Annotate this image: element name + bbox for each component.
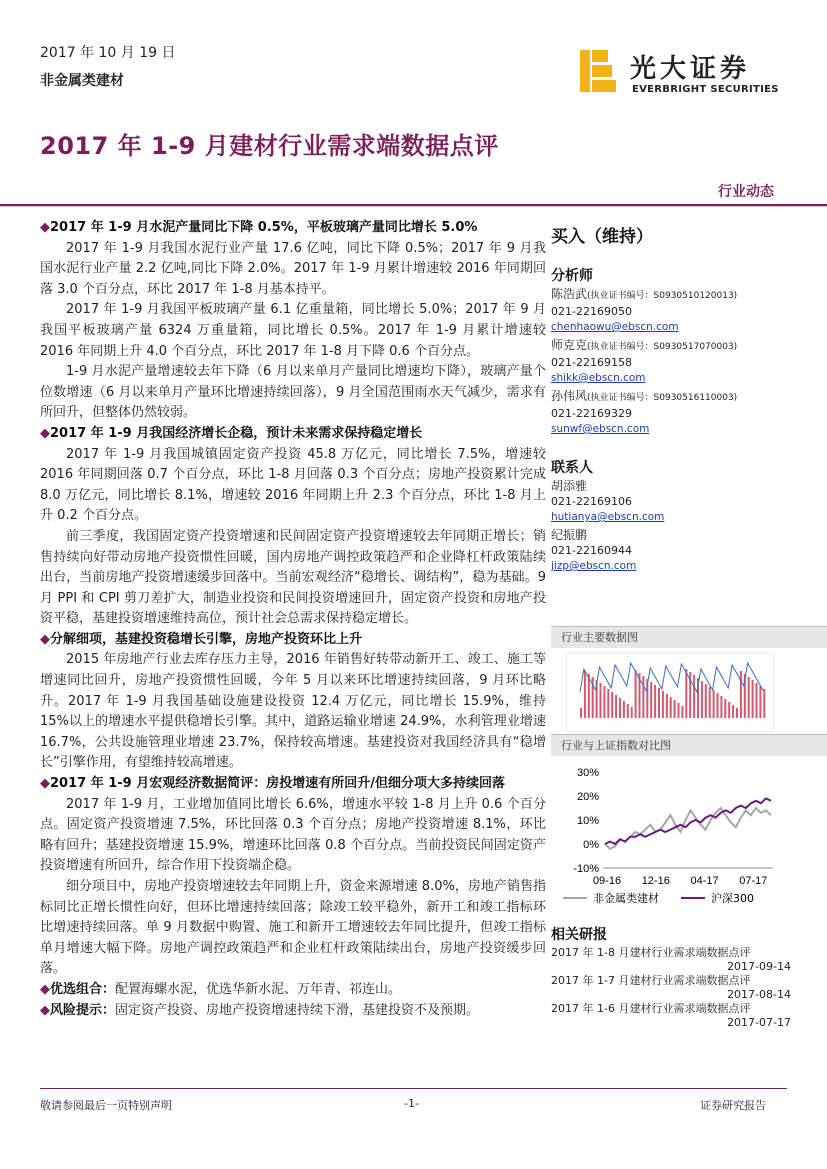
thumbnail-bar bbox=[615, 695, 617, 718]
x-tick-label: 12-16 bbox=[641, 875, 670, 887]
paragraph: 2015 年房地产行业去库存压力主导，2016 年销售好转带动新开工、竣工、施工等增速同比回升，房地产投资惯性回暖，今年 5 月以来环比增速持续回落，9 月环比略升。2017 年 1-9 月我国基础设施建设投资 12.4 万亿元，同比增长 15.9%，维持 15%以上的增速水平提供稳增长引擎。其中，道路运输业增速 24.9%，水利管理业增速 16.7%，公共设施管理业增速 23.7%，保持较高增速。基建投资对我国经济具有“稳增长”引擎作用，有望维持较高增速。 bbox=[40, 652, 546, 771]
sector-label: 非金属类建材 bbox=[40, 73, 124, 89]
thumbnail-bar bbox=[685, 669, 687, 718]
contact-block bbox=[551, 479, 791, 574]
analyst-phone: 021-22169050 bbox=[551, 305, 632, 318]
contact-email-link[interactable]: jizp@ebscn.com bbox=[551, 560, 637, 572]
legend-label: 非金属类建材 bbox=[593, 892, 659, 905]
thumbnail-bar bbox=[623, 701, 625, 718]
thumbnail-bar bbox=[740, 671, 742, 718]
series-line bbox=[605, 798, 771, 844]
header-divider-light bbox=[0, 206, 827, 207]
diamond-icon: ◆ bbox=[40, 425, 50, 441]
related-item[interactable] bbox=[551, 1002, 791, 1030]
related-item[interactable] bbox=[551, 974, 791, 1002]
thumbnail-bar bbox=[705, 684, 707, 718]
x-tick-label: 07-17 bbox=[739, 875, 768, 887]
section-4 bbox=[40, 774, 546, 980]
panel-title-index-compare: 行业与上证指数对比图 bbox=[551, 734, 827, 756]
related-title: 2017 年 1-7 月建材行业需求端数据点评 bbox=[551, 974, 751, 987]
y-tick-label: 10% bbox=[576, 815, 599, 827]
legend-label: 沪深300 bbox=[711, 892, 754, 905]
thumbnail-bar bbox=[759, 686, 761, 718]
analyst-email-link[interactable]: sunwf@ebscn.com bbox=[551, 423, 650, 435]
portfolio-line bbox=[40, 980, 546, 1001]
related-title: 2017 年 1-8 月建材行业需求端数据点评 bbox=[551, 946, 751, 959]
paragraph: 细分项目中，房地产投资增速较去年同期上升，资金来源增速 8.0%，房地产销售指标同比正增长惯性向好，但环比增速持续回落；除竣工较平稳外，新开工和竣工指标环比增速持续回落。单 9 月数据中购置、施工和新开工增速较去年同比提升，但竣工指标单月增速大幅下降。房地产调控政策趋严和企业杠杆政策陆续出台，房地产投资缓步回落。 bbox=[40, 879, 546, 977]
section-heading: 2017 年 1-9 月我国经济增长企稳，预计未来需求保持稳定增长 bbox=[50, 425, 423, 441]
y-tick-label: 0% bbox=[583, 839, 599, 851]
analyst-name: 陈浩武 bbox=[551, 287, 588, 301]
thumbnail-bar bbox=[756, 683, 758, 718]
page-number: -1- bbox=[404, 1097, 419, 1110]
section-2 bbox=[40, 424, 546, 630]
analyst-cert: (执业证书编号：S0930517070003) bbox=[587, 342, 738, 352]
contact-name: 胡添雅 bbox=[551, 479, 588, 493]
related-date: 2017-09-14 bbox=[727, 960, 791, 973]
related-heading: 相关研报 bbox=[551, 927, 607, 943]
risk-text: 固定资产投资、房地产投资增速持续下滑，基建投资不及预期。 bbox=[115, 1002, 480, 1018]
diamond-icon: ◆ bbox=[40, 631, 50, 647]
thumbnail-bar bbox=[701, 681, 703, 718]
footer-divider bbox=[40, 1088, 787, 1089]
industry-data-thumbnail bbox=[566, 652, 774, 732]
thumbnail-bar bbox=[584, 671, 586, 718]
thumbnail-bar bbox=[666, 694, 668, 718]
thumbnail-bar bbox=[607, 689, 609, 718]
related-date: 2017-08-14 bbox=[727, 988, 791, 1001]
main-content bbox=[40, 218, 546, 1021]
thumbnail-bar bbox=[732, 705, 734, 718]
related-item[interactable] bbox=[551, 946, 791, 974]
logo-icon bbox=[578, 48, 624, 94]
paragraph: 2017 年 1-9 月，工业增加值同比增长 6.6%，增速水平较 1-8 月上升 0.6 个百分点。固定资产投资增速 7.5%，环比回落 0.3 个百分点；房地产投资增速 8.1%，环比略有回升；基建投资增速 15.9%，增速环比回落 0.8 个百分点。当前投资民间固定资产投资增速有所回升，综合作用下投资端企稳。 bbox=[40, 796, 546, 874]
section-heading: 2017 年 1-9 月水泥产量同比下降 0.5%，平板玻璃产量同比增长 5.0% bbox=[50, 220, 478, 235]
section-1 bbox=[40, 218, 546, 424]
thumbnail-bar bbox=[752, 680, 754, 718]
thumbnail-bar bbox=[720, 696, 722, 718]
diamond-icon: ◆ bbox=[40, 776, 50, 792]
panel-title-industry-data: 行业主要数据图 bbox=[551, 626, 827, 648]
report-date: 2017 年 10 月 19 日 bbox=[40, 45, 176, 61]
page-title: 2017 年 1-9 月建材行业需求端数据点评 bbox=[40, 132, 499, 160]
thumbnail-bar bbox=[728, 702, 730, 718]
paragraph: 2017 年 1-9 月我国城镇固定资产投资 45.8 万亿元，同比增长 7.5%，增速较 2016 年同期回落 0.7 个百分点，环比 1-8 月回落 0.3 个百分点；房地产投资累计完成 8.0 万亿元，同比增长 8.1%，增速较 2016 年同期上升 2.3 个百分点，环比 1-8 月上升 0.2 个百分点。 bbox=[40, 446, 546, 524]
risk-line bbox=[40, 1001, 546, 1022]
related-title: 2017 年 1-6 月建材行业需求端数据点评 bbox=[551, 1002, 751, 1015]
related-date: 2017-07-17 bbox=[727, 1016, 791, 1029]
thumbnail-bar bbox=[635, 670, 637, 718]
contact-heading: 联系人 bbox=[551, 460, 593, 476]
thumbnail-bar bbox=[670, 697, 672, 718]
section-heading: 2017 年 1-9 月宏观经济数据简评：房投增速有所回升/但细分项大多持续回落 bbox=[50, 776, 505, 792]
section-3 bbox=[40, 630, 546, 774]
analyst-phone: 021-22169158 bbox=[551, 356, 632, 369]
thumbnail-bar bbox=[654, 685, 656, 718]
analyst-heading: 分析师 bbox=[551, 268, 593, 284]
thumbnail-bar bbox=[709, 687, 711, 718]
thumbnail-bar bbox=[600, 683, 602, 718]
thumbnail-bar bbox=[724, 699, 726, 718]
thumbnail-bar bbox=[611, 692, 613, 718]
analyst-cert: (执业证书编号：S0930516110003) bbox=[587, 393, 738, 403]
thumbnail-bar bbox=[713, 690, 715, 718]
diamond-icon: ◆ bbox=[40, 981, 50, 997]
diamond-icon: ◆ bbox=[40, 1002, 50, 1018]
logo-text-en: EVERBRIGHT SECURITIES bbox=[632, 84, 779, 95]
analyst-cert: (执业证书编号：S0930510120013) bbox=[587, 291, 738, 301]
analyst-email-link[interactable]: shikk@ebscn.com bbox=[551, 372, 646, 384]
thumbnail-bar bbox=[580, 708, 582, 718]
paragraph: 1-9 月水泥产量增速较去年下降（6 月以来单月产量同比增速均下降），玻璃产量个位数增速（6 月以来单月产量环比增速持续回落），9 月全国范围雨水天气减少，需求有所回升，但整体仍然较弱。 bbox=[40, 364, 546, 421]
thumbnail-bar bbox=[662, 691, 664, 718]
analyst-email-link[interactable]: chenhaowu@ebscn.com bbox=[551, 321, 679, 333]
contact-email-link[interactable]: hutianya@ebscn.com bbox=[551, 511, 665, 523]
portfolio-text: 配置海螺水泥，优选华新水泥、万年青、祁连山。 bbox=[115, 981, 402, 997]
thumbnail-bar bbox=[603, 686, 605, 718]
thumbnail-bar bbox=[736, 708, 738, 718]
footer-disclaimer: 敬请参阅最后一页特别声明 bbox=[40, 1099, 172, 1112]
portfolio-heading: 优选组合： bbox=[50, 981, 116, 997]
thumbnail-bar bbox=[717, 693, 719, 718]
logo-text: 光大证券 bbox=[630, 54, 751, 84]
paragraph: 2017 年 1-9 月我国水泥行业产量 17.6 亿吨，同比下降 0.5%；2017 年 9 月我国水泥行业产量 2.2 亿吨,同比下降 2.0%。2017 年 1-9 月累计增速较 2016 年同期回落 3.0 个百分点，环比 2017 年 1-8 月基本持平。 bbox=[40, 240, 546, 297]
thumbnail-bar bbox=[619, 698, 621, 718]
index-compare-chart bbox=[551, 760, 787, 910]
y-tick-label: 20% bbox=[576, 791, 599, 803]
y-tick-label: -10% bbox=[573, 863, 599, 875]
contact-name: 纪振鹏 bbox=[551, 528, 588, 542]
x-tick-label: 09-16 bbox=[592, 875, 622, 887]
paragraph: 2017 年 1-9 月我国平板玻璃产量 6.1 亿重量箱，同比增长 5.0%；2017 年 9 月我国平板玻璃产量 6324 万重量箱，同比增长 0.5%。2017 年 1-9 月累计增速较 2016 年同期上升 4.0 个百分点，环比 2017 年 1-8 月下降 0.6 个百分点。 bbox=[40, 302, 546, 359]
thumbnail-bar bbox=[627, 704, 629, 718]
paragraph: 前三季度，我国固定资产投资增速和民间固定资产投资增速较去年同期正增长；销售持续向好带动房地产投资惯性回暖，国内房地产调控政策趋严和企业降杠杆政策陆续出台，当前房地产投资增速缓步回落中。当前宏观经济“稳增长、调结构”，稳为基础。9 月 PPI 和 CPI 剪刀差扩大，制造业投资和民间投资增速回升，固定资产投资和房地产投资平稳，基建投资增速维持高位，预计社会总需求保持稳定增长。 bbox=[40, 528, 546, 627]
analyst-name: 孙伟风 bbox=[551, 389, 588, 403]
series-line bbox=[605, 808, 771, 849]
footer-report-type: 证券研究报告 bbox=[700, 1099, 766, 1112]
thumbnail-bar bbox=[678, 703, 680, 718]
thumbnail-bar bbox=[631, 707, 633, 718]
diamond-icon: ◆ bbox=[40, 220, 50, 235]
rating: 买入（维持） bbox=[551, 227, 653, 247]
thumbnail-bar bbox=[650, 682, 652, 718]
y-tick-label: 30% bbox=[576, 767, 599, 779]
thumbnail-bar bbox=[693, 675, 695, 718]
section-heading: 分解细项，基建投资稳增长引擎，房地产投资环比上升 bbox=[50, 631, 363, 647]
sidebar bbox=[551, 222, 791, 574]
analyst-name: 师克克 bbox=[551, 338, 588, 352]
thumbnail-bar bbox=[658, 688, 660, 718]
thumbnail-bar bbox=[674, 700, 676, 718]
thumbnail-bar bbox=[681, 706, 683, 718]
analyst-phone: 021-22169329 bbox=[551, 407, 632, 420]
thumbnail-bar bbox=[763, 689, 765, 718]
contact-phone: 021-22160944 bbox=[551, 544, 632, 557]
thumbnail-bar bbox=[642, 676, 644, 718]
related-reports bbox=[551, 924, 791, 1030]
analyst-block bbox=[551, 287, 791, 437]
contact-phone: 021-22169106 bbox=[551, 495, 632, 508]
doc-type: 行业动态 bbox=[718, 184, 774, 200]
thumbnail-bar bbox=[588, 674, 590, 718]
thumbnail-bar bbox=[748, 677, 750, 718]
x-tick-label: 04-17 bbox=[690, 875, 719, 887]
risk-heading: 风险提示： bbox=[50, 1002, 116, 1018]
